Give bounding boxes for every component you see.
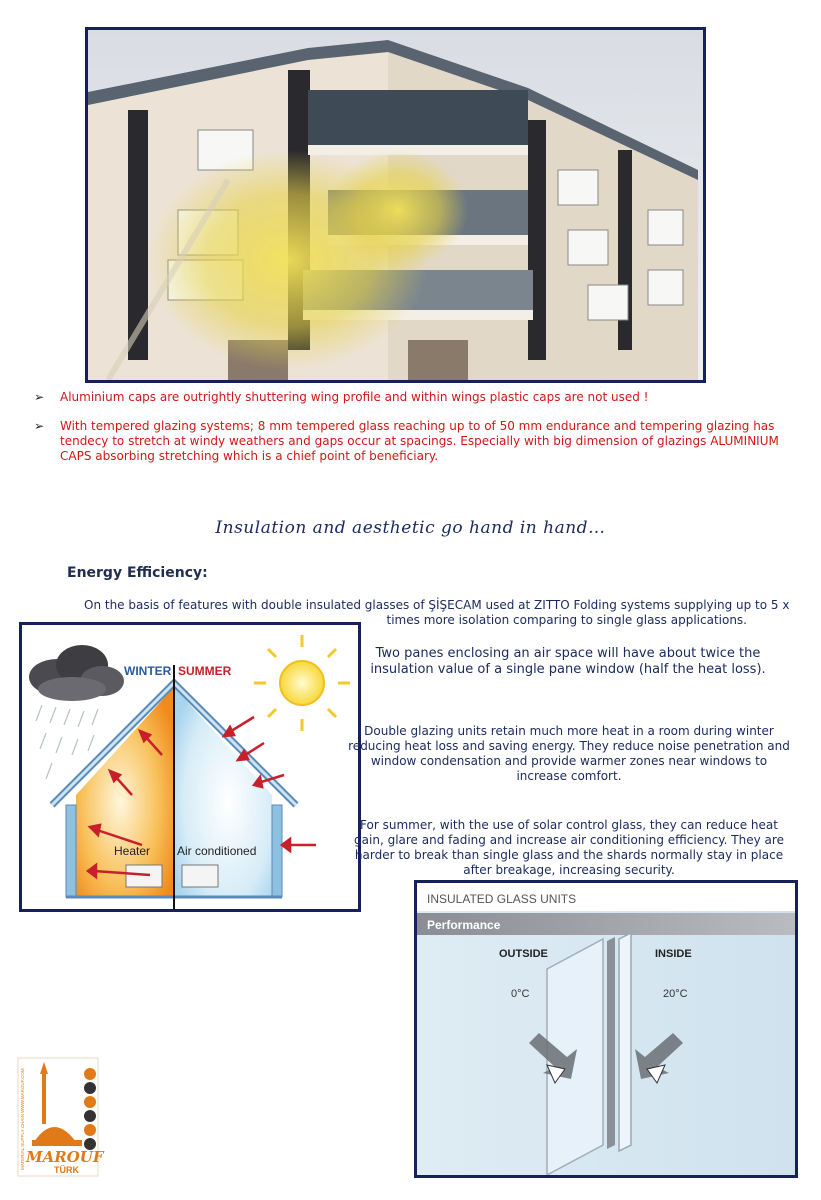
bullet-item: [34, 390, 784, 405]
glass-units-title: INSULATED GLASS UNITS: [427, 892, 577, 906]
bullet-text: Aluminium caps are outrightly shuttering wing profile and within wings plastic caps are not used !: [60, 390, 649, 404]
arrow-bullet-icon: ➢: [34, 419, 45, 433]
insulated-glass-diagram: [414, 880, 798, 1178]
building-photo: [85, 27, 706, 383]
two-panes-paragraph: Two panes enclosing an air space will have about twice the insulation value of a single pane window (half the heat loss).: [370, 646, 766, 677]
energy-efficiency-heading: Energy Efficiency:: [67, 565, 208, 581]
motto-heading: Insulation and aesthetic go hand in hand…: [215, 518, 606, 538]
outside-temp: 0°C: [511, 988, 530, 1000]
arrow-bullet-icon: ➢: [34, 390, 45, 404]
sun-icon: [254, 635, 350, 731]
feature-bullet-list: [34, 390, 784, 478]
cloud-icon: [29, 645, 124, 701]
double-glazing-paragraph: Double glazing units retain much more heat in a room during winter reducing heat loss and saving energy. They reduce noise penetration and window condensation and provide warmer zones near windows to increase comfort.: [348, 724, 790, 783]
summer-label: SUMMER: [178, 664, 232, 678]
outside-label: OUTSIDE: [499, 948, 548, 960]
summer-paragraph: For summer, with the use of solar control glass, they can reduce heat gain, glare and fading and increase air conditioning efficiency. They are harder to break than single glass and the shards normally stay in place after breakage, increasing security.: [354, 818, 784, 877]
air-conditioned-label: Air conditioned: [177, 844, 257, 858]
heater-label: Heater: [114, 844, 151, 858]
logo-name: MAROUF: [26, 1148, 104, 1166]
bullet-text: With tempered glazing systems; 8 mm tempered glass reaching up to of 50 mm endurance and tempering glazing has tendecy to stretch at windy weathers and gaps occur at spacings. Especially with big dimension of glazings ALUMINIUM CAPS absorbing stretching which is a chief point of beneficiary.: [60, 419, 779, 463]
inside-label: INSIDE: [655, 948, 692, 960]
marouf-logo: [14, 1052, 106, 1182]
house-insulation-diagram: [19, 622, 361, 912]
logo-sub: TÜRK: [54, 1165, 79, 1175]
logo-side-text: MATERIAL SUPPLY CHAIN WWW.MAROUF.COM: [20, 1068, 25, 1170]
inside-temp: 20°C: [663, 988, 688, 1000]
intro-line-2: times more isolation comparing to single glass applications.: [386, 613, 747, 627]
winter-label: WINTER: [124, 664, 172, 678]
performance-subtitle: Performance: [427, 918, 501, 932]
building-illustration: [88, 30, 703, 380]
intro-line-1: On the basis of features with double insulated glasses of ŞİŞECAM used at ZITTO Folding systems supplying up to 5 x: [84, 598, 790, 612]
bullet-item: [34, 419, 784, 464]
